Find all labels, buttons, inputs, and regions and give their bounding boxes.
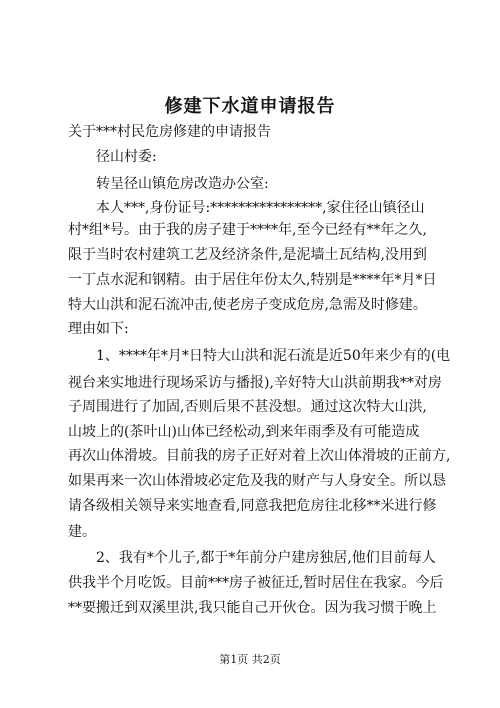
- paragraph-line: 如果再来一次山体滑坡必定危及我的财产与人身安全。所以恳: [68, 473, 446, 489]
- page-footer: 第1页 共2页: [219, 653, 281, 666]
- paragraph-line: 本人***,身份证号:****************,家住径山镇径山: [96, 200, 425, 216]
- paragraph-line: 限于当时农村建筑工艺及经济条件,是泥墙土瓦结构,没用到: [68, 247, 427, 263]
- paragraph-line: 视台来实地进行现场采访与播报),辛好特大山洪前期我**对房: [68, 375, 442, 391]
- paragraph-line: 请各级相关领导来实地查看,同意我把危房往北移**米进行修: [68, 498, 437, 514]
- paragraph-line: 子周围进行了加固,否则后果不甚没想。通过这次特大山洪,: [68, 399, 427, 415]
- paragraph-line: 再次山体滑坡。目前我的房子正好对着上次山体滑坡的正前方,: [68, 448, 451, 464]
- page-title: 修建下水道申请报告: [164, 96, 336, 117]
- paragraph-line: 理由如下:: [68, 321, 129, 337]
- paragraph-line: 山坡上的(茶叶山)山体已经松动,到来年雨季及有可能造成: [68, 424, 420, 440]
- paragraph-line: 村*组*号。由于我的房子建于****年,至今已经有**年之久,: [68, 222, 427, 238]
- paragraph-line: 供我半个月吃饭。目前***房子被征迁,暂时居住在我家。今后: [68, 575, 444, 591]
- paragraph-line: 建。: [68, 524, 96, 540]
- addressee-office: 转呈径山镇危房改造办公室:: [96, 176, 269, 192]
- paragraph-line: **要搬迁到双溪里洪,我只能自己开伙仓。因为我习惯于晚上: [68, 600, 437, 616]
- paragraph-line: 1、****年*月*日特大山洪和泥石流是近50年来少有的(电: [96, 348, 451, 364]
- subject-line: 关于***村民危房修建的申请报告: [68, 124, 271, 140]
- paragraph-line: 特大山洪和泥石流冲击,使老房子变成危房,急需及时修建。: [68, 297, 427, 313]
- addressee-village-committee: 径山村委:: [96, 149, 157, 165]
- paragraph-line: 一丁点水泥和钢精。由于居住年份太久,特别是****年*月*日: [68, 272, 437, 288]
- paragraph-line: 2、我有*个儿子,都于*年前分户建房独居,他们目前每人: [96, 550, 436, 566]
